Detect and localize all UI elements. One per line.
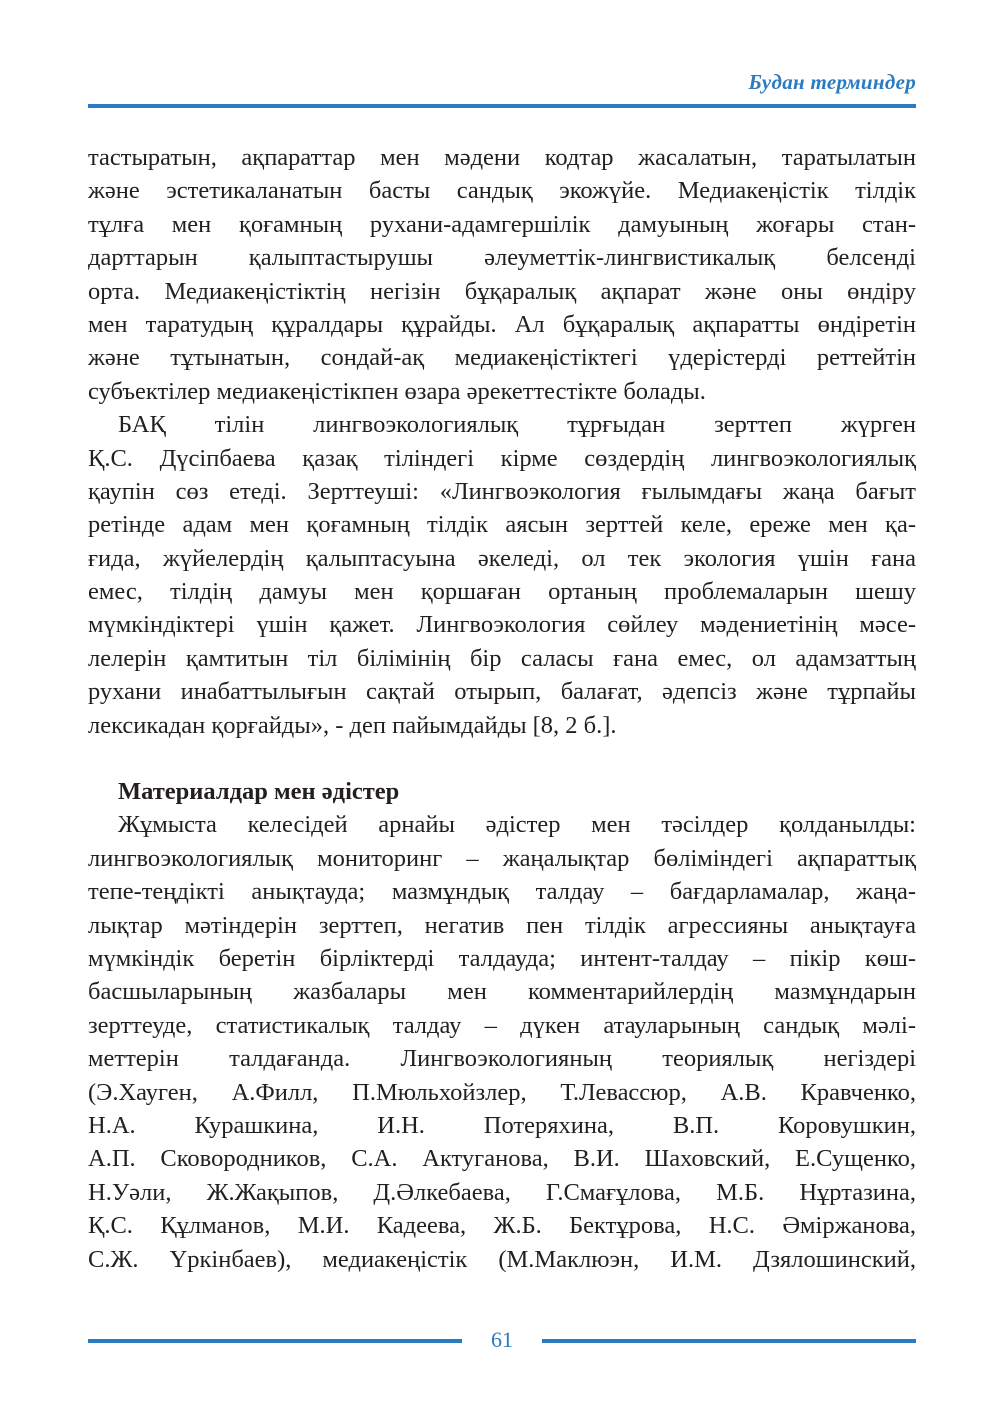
text-line: С.Ж. Үркінбаев), медиакеңістік (М.Маклюэн, И.М. Дзялошинский,	[88, 1245, 916, 1273]
footer-divider-right	[542, 1339, 916, 1343]
text-line: ретінде адам мен қоғамның тілдік аясын зерттей келе, ереже мен қа-	[88, 511, 916, 539]
text-line: және тұтынатын, сондай-ақ медиакеңістіктегі үдерістерді реттейтін	[88, 344, 916, 372]
footer-divider-left	[88, 1339, 462, 1343]
running-header-title: Будан терминдер	[748, 70, 916, 94]
text-line: (Э.Хауген, А.Филл, П.Мюльхойзлер, Т.Левассюр, А.В. Кравченко,	[88, 1078, 916, 1106]
text-line: басшыларының жазбалары мен комментарийлердің мазмұндарын	[88, 978, 916, 1006]
text-line: мен таратудың құралдары құрайды. Ал бұқаралық ақпаратты өндіретін	[88, 310, 916, 338]
text-line: Н.Уәли, Ж.Жақыпов, Д.Әлкебаева, Г.Смағұлова, М.Б. Нұртазина,	[88, 1178, 916, 1206]
text-line: Жұмыста келесідей арнайы әдістер мен тәсілдер қолданылды:	[118, 811, 916, 839]
text-line: тұлға мен қоғамның рухани-адамгершілік дамуының жоғары стан-	[88, 210, 916, 238]
text-line: лексикадан қорғайды», - деп пайымдайды [8, 2 б.].	[88, 711, 617, 739]
text-line: емес, тілдің дамуы мен қоршаған ортаның проблемаларын шешу	[88, 578, 916, 606]
text-line: Қ.С. Дүсіпбаева қазақ тіліндегі кірме сөздердің лингвоэкологиялық	[88, 444, 916, 472]
paragraph-3	[88, 808, 916, 1275]
text-line: тепе-теңдікті анықтауда; мазмұндық талдау – бағдарламалар, жаңа-	[88, 878, 916, 906]
text-line: орта. Медиакеңістіктің негізін бұқаралық ақпарат және оны өндіру	[88, 277, 916, 305]
text-line: БАҚ тілін лингвоэкологиялық тұрғыдан зерттеп жүрген	[118, 411, 916, 439]
text-line: тастыратын, ақпараттар мен мәдени кодтар жасалатын, таратылатын	[88, 144, 916, 171]
text-line: А.П. Сковородников, С.А. Актуганова, В.И. Шаховский, Е.Сущенко,	[88, 1145, 916, 1173]
page-footer	[88, 1327, 916, 1357]
text-line: Қ.С. Құлманов, М.И. Кадеева, Ж.Б. Бектұрова, Н.С. Әміржанова,	[88, 1212, 916, 1240]
text-line: қаупін сөз етеді. Зерттеуші: «Лингвоэкология ғылымдағы жаңа бағыт	[88, 477, 916, 505]
text-line: дарттарын қалыптастырушы әлеуметтік-лингвистикалық белсенді	[88, 244, 916, 272]
text-line: рухани инабаттылығын сақтай отырып, балағат, әдепсіз және тұрпайы	[88, 678, 916, 706]
text-line: Н.А. Курашкина, И.Н. Потеряхина, В.П. Коровушкин,	[88, 1111, 916, 1139]
text-line: зерттеуде, статистикалық талдау – дүкен атауларының сандық мәлі-	[88, 1011, 916, 1039]
paragraph-1	[88, 141, 916, 408]
text-line: лықтар мәтіндерін зерттеп, негатив пен тілдік агрессияны анықтауға	[88, 911, 916, 939]
text-line: мүмкіндік беретін бірліктерді талдауда; интент-талдау – пікір көш-	[88, 944, 916, 972]
paragraph-2	[88, 408, 916, 742]
text-line: лингвоэкологиялық мониторинг – жаңалықтар бөліміндегі ақпараттық	[88, 844, 916, 872]
text-line: ғида, жүйелердің қалыптасуына әкеледі, ол тек экология үшін ғана	[88, 544, 916, 572]
header-divider	[88, 104, 916, 108]
page-body	[88, 141, 916, 1276]
text-line: меттерін талдағанда. Лингвоэкологияның теориялық негіздері	[88, 1045, 916, 1073]
text-line: лелерін қамтитын тіл білімінің бір саласы ғана емес, ол адамзаттың	[88, 644, 916, 672]
text-line: мүмкіндіктері үшін қажет. Лингвоэкология сөйлеу мәдениетінің мәсе-	[88, 611, 916, 639]
page-number: 61	[491, 1327, 513, 1352]
text-line: субъектілер медиакеңістікпен өзара әрекеттестікте болады.	[88, 377, 706, 405]
text-line: және эстетикаланатын басты сандық экожүйе. Медиакеңістік тілдік	[88, 177, 916, 205]
section-heading: Материалдар мен әдістер	[118, 778, 400, 806]
